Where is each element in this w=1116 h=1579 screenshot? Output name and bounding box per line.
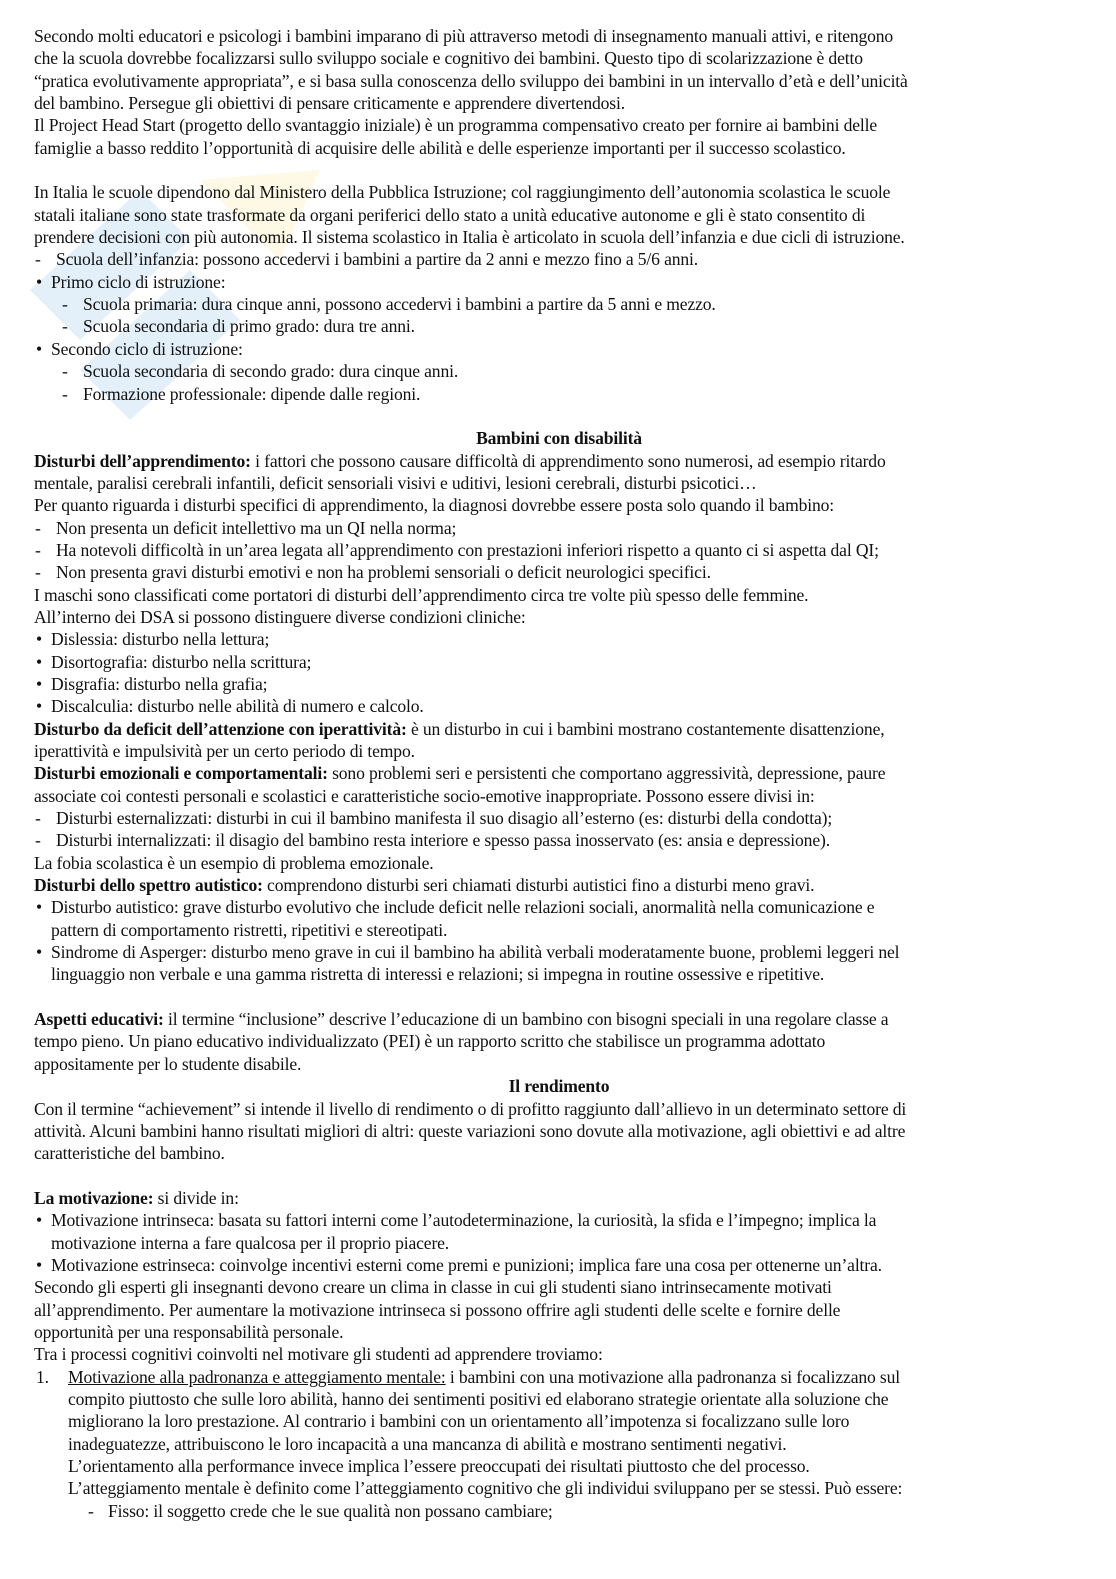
dash-icon: - (88, 1500, 94, 1521)
bullet-icon: • (36, 651, 43, 672)
line-text: Formazione professionale: dipende dalle regioni. (83, 383, 421, 404)
text-line (34, 1120, 1084, 1142)
line-text: Disgrafia: disturbo nella grafia; (51, 673, 268, 694)
text-line (34, 137, 1084, 159)
line-text: Scuola dell’infanzia: possono accedervi i bambini a partire da 2 anni e mezzo fino a 5/6 anni. (56, 249, 699, 270)
dash-icon: - (35, 830, 41, 851)
text-line (34, 651, 1084, 673)
line-text: Disortografia: disturbo nella scrittura; (51, 651, 312, 672)
text-line (34, 25, 1084, 47)
line-text: che la scuola dovrebbe focalizzarsi sullo sviluppo sociale e cognitivo dei bambini. Questo tipo di scolarizzazione è detto (34, 48, 863, 69)
bullet-icon: • (36, 696, 43, 717)
line-text: Non presenta gravi disturbi emotivi e non ha problemi sensoriali o deficit neurologici specifici. (56, 562, 711, 583)
text-line (34, 1455, 1084, 1477)
dash-icon: - (62, 316, 68, 337)
text-line (34, 383, 1084, 405)
bullet-icon: • (36, 629, 43, 650)
text-line (34, 472, 1084, 494)
line-text: L’orientamento alla performance invece implica l’essere preoccupati dei risultati piuttosto che del processo. (68, 1456, 810, 1476)
line-text: del bambino. Persegue gli obiettivi di pensare criticamente e apprendere divertendosi. (34, 93, 625, 114)
bullet-icon: • (36, 942, 43, 963)
line-text: pattern di comportamento ristretti, ripetitivi e stereotipati. (51, 919, 448, 940)
list-number: 1. (36, 1366, 49, 1387)
line-text: Secondo gli esperti gli insegnanti devono creare un clima in classe in cui gli studenti siano intrinsecamente motivati (34, 1277, 832, 1298)
line-text: il termine “inclusione” descrive l’educazione di un bambino con bisogni speciali in una regolare classe a (163, 1009, 889, 1030)
text-line (34, 226, 1084, 248)
text-line (34, 740, 1084, 762)
line-text: Fisso: il soggetto crede che le sue qualità non possano cambiare; (108, 1500, 553, 1521)
line-text: Motivazione estrinseca: coinvolge incentivi esterni come premi e punizioni; implica fare una cosa per ottenerne un’altra. (51, 1254, 882, 1275)
line-text: Secondo molti educatori e psicologi i bambini imparano di più attraverso metodi di insegnamento manuali attivi, e ritengono (34, 26, 894, 46)
bold-term: Disturbi dell’apprendimento: (34, 450, 251, 471)
text-line (34, 1477, 1084, 1499)
line-text: Tra i processi cognitivi coinvolti nel motivare gli studenti ad apprendere troviamo: (34, 1344, 603, 1365)
line-text: Primo ciclo di istruzione: (51, 271, 226, 292)
bullet-icon: • (36, 673, 43, 694)
line-text: linguaggio non verbale e una gamma ristretta di interessi e relazioni; si impegna in routine ossessive e ripetitive. (51, 964, 825, 985)
line-text: Scuola secondaria di primo grado: dura tre anni. (83, 316, 415, 337)
dash-icon: - (35, 808, 41, 829)
text-line (34, 248, 1084, 270)
text-line (34, 785, 1084, 807)
line-text: iperattività e impulsività per un certo periodo di tempo. (34, 741, 415, 761)
line-text: motivazione interna a fare qualcosa per il proprio piacere. (51, 1232, 450, 1253)
line-text: sono problemi seri e persistenti che comportano aggressività, depressione, paure (327, 763, 886, 784)
line-text: opportunità per una responsabilità personale. (34, 1321, 344, 1342)
text-line (34, 360, 1084, 382)
line-text: Non presenta un deficit intellettivo ma un QI nella norma; (56, 517, 457, 538)
text-line (34, 92, 1084, 114)
text-line (34, 695, 1084, 717)
line-text: Secondo ciclo di istruzione: (51, 338, 243, 359)
line-text: All’interno dei DSA si possono distinguere diverse condizioni cliniche: (34, 606, 526, 627)
line-text: appositamente per lo studente disabile. (34, 1053, 302, 1074)
line-text: Scuola primaria: dura cinque anni, possono accedervi i bambini a partire da 5 anni e mezzo. (83, 294, 716, 315)
bold-term: Disturbi dello spettro autistico: (34, 875, 263, 896)
text-line (34, 271, 1084, 293)
bullet-icon: • (36, 1254, 43, 1275)
text-line (34, 1410, 1084, 1432)
line-text: Per quanto riguarda i disturbi specifici di apprendimento, la diagnosi dovrebbe essere posta solo quando il bambino: (34, 495, 835, 516)
section-heading (34, 427, 1084, 449)
text-line (34, 1343, 1084, 1365)
line-text: i bambini con una motivazione alla padronanza si focalizzano sul (445, 1366, 901, 1387)
line-text: I maschi sono classificati come portatori di disturbi dell’apprendimento circa tre volte più spesso delle femmine. (34, 584, 809, 605)
text-line (34, 1008, 1084, 1030)
text-line (34, 539, 1084, 561)
text-line (34, 919, 1084, 941)
underlined-term: Motivazione alla padronanza e atteggiamento mentale: (68, 1366, 446, 1387)
dash-icon: - (35, 562, 41, 583)
line-text: statali italiane sono state trasformate da organi periferici dello stato a unità educative autonome e gli è stato consentito di (34, 204, 866, 225)
text-line (34, 450, 1084, 472)
dash-icon: - (35, 249, 41, 270)
blank-line (34, 405, 1084, 427)
line-text: Motivazione intrinseca: basata su fattori interni come l’autodeterminazione, la curiosità, la sfida e l’impegno; implica la (51, 1210, 877, 1231)
text-line (34, 1254, 1084, 1276)
line-text: Scuola secondaria di secondo grado: dura cinque anni. (83, 361, 459, 382)
text-line (34, 718, 1084, 740)
text-line (34, 628, 1084, 650)
dash-icon: - (62, 294, 68, 315)
line-text: migliorano la loro prestazione. Al contrario i bambini con un orientamento all’impotenza si focalizzano sulle loro (68, 1411, 850, 1432)
text-line (34, 941, 1084, 963)
line-text: all’apprendimento. Per aumentare la motivazione intrinseca si possono offrire agli studenti delle scelte e fornire delle (34, 1299, 841, 1320)
section-heading (34, 1075, 1084, 1097)
line-text: Il rendimento (508, 1076, 610, 1097)
text-line (34, 315, 1084, 337)
text-line (34, 1187, 1084, 1209)
text-line (34, 494, 1084, 516)
text-line (34, 1366, 1084, 1388)
text-line (34, 874, 1084, 896)
text-line (34, 1433, 1084, 1455)
bullet-icon: • (36, 897, 43, 918)
text-line (34, 1030, 1084, 1052)
line-text: mentale, paralisi cerebrali infantili, deficit sensoriali visivi e uditivi, lesioni cerebrali, disturbi psicotici… (34, 472, 757, 493)
text-line (34, 1053, 1084, 1075)
line-text: prendere decisioni con più autonomia. Il sistema scolastico in Italia è articolato in scuola dell’infanzia e due cicli di istruzione. (34, 227, 905, 248)
bullet-icon: • (36, 1210, 43, 1231)
line-text: Dislessia: disturbo nella lettura; (51, 629, 270, 650)
text-line (34, 181, 1084, 203)
document-page (34, 25, 1084, 1522)
text-line (34, 114, 1084, 136)
line-text: Discalculia: disturbo nelle abilità di numero e calcolo. (51, 696, 424, 717)
text-line (34, 1142, 1084, 1164)
dash-icon: - (35, 517, 41, 538)
text-line (34, 963, 1084, 985)
line-text: è un disturbo in cui i bambini mostrano costantemente disattenzione, (406, 718, 885, 739)
text-line (34, 584, 1084, 606)
line-text: famiglie a basso reddito l’opportunità di acquisire delle abilità e delle esperienze importanti per il successo scolastico. (34, 137, 846, 158)
text-line (34, 762, 1084, 784)
text-line (34, 204, 1084, 226)
text-line (34, 1321, 1084, 1343)
text-line (34, 561, 1084, 583)
dash-icon: - (62, 361, 68, 382)
text-line (34, 47, 1084, 69)
line-text: In Italia le scuole dipendono dal Ministero della Pubblica Istruzione; col raggiungimento dell’autonomia scolastica le scuole (34, 182, 891, 203)
bold-term: Disturbo da deficit dell’attenzione con iperattività: (34, 718, 407, 739)
line-text: Sindrome di Asperger: disturbo meno grave in cui il bambino ha abilità verbali moderatamente buone, problemi leggeri nel (51, 942, 900, 963)
text-line (34, 1098, 1084, 1120)
text-line (34, 673, 1084, 695)
line-text: i fattori che possono causare difficoltà di apprendimento sono numerosi, ad esempio ritardo (250, 450, 886, 471)
text-line (34, 606, 1084, 628)
bold-term: Aspetti educativi: (34, 1009, 164, 1030)
line-text: tempo pieno. Un piano educativo individualizzato (PEI) è un rapporto scritto che stabilisce un programma adottato (34, 1031, 826, 1052)
text-line (34, 829, 1084, 851)
line-text: si divide in: (153, 1187, 239, 1208)
text-line (34, 1388, 1084, 1410)
line-text: comprendono disturbi seri chiamati disturbi autistici fino a disturbi meno gravi. (262, 875, 815, 896)
text-line (34, 1276, 1084, 1298)
text-line (34, 1209, 1084, 1231)
line-text: Disturbi esternalizzati: disturbi in cui il bambino manifesta il suo disagio all’esterno (es: disturbi della condotta); (56, 808, 833, 829)
text-line (34, 1232, 1084, 1254)
text-line (34, 338, 1084, 360)
blank-line (34, 159, 1084, 181)
dash-icon: - (35, 539, 41, 560)
line-text: compito piuttosto che sulle loro abilità, hanno dei sentimenti positivi ed elaborano strategie orientate alla soluzione che (68, 1388, 889, 1409)
text-line (34, 807, 1084, 829)
bullet-icon: • (36, 271, 43, 292)
bullet-icon: • (36, 338, 43, 359)
line-text: “pratica evolutivamente appropriata”, e si basa sulla conoscenza dello sviluppo dei bambini in un intervallo d’età e dell’unicità (34, 70, 908, 91)
line-text: L’atteggiamento mentale è definito come l’atteggiamento cognitivo che gli individui sviluppano per se stessi. Può essere: (68, 1478, 903, 1499)
text-line (34, 896, 1084, 918)
line-text: caratteristiche del bambino. (34, 1143, 225, 1164)
text-line (34, 1500, 1084, 1522)
line-text: Il Project Head Start (progetto dello svantaggio iniziale) è un programma compensativo creato per fornire ai bambini delle (34, 115, 878, 136)
text-line (34, 517, 1084, 539)
text-line (34, 852, 1084, 874)
line-text: Disturbi internalizzati: il disagio del bambino resta interiore e spesso passa inosservato (es: ansia e depressione). (56, 830, 830, 851)
text-line (34, 70, 1084, 92)
text-line (34, 1299, 1084, 1321)
blank-line (34, 986, 1084, 1008)
line-text: La fobia scolastica è un esempio di problema emozionale. (34, 852, 434, 873)
line-text: inadeguatezze, attribuiscono le loro incapacità a una mancanza di abilità e mostrano sentimenti negativi. (68, 1433, 787, 1454)
line-text: attività. Alcuni bambini hanno risultati migliori di altri: queste variazioni sono dovute alla motivazione, agli obiettivi e ad altre (34, 1120, 906, 1141)
line-text: Disturbo autistico: grave disturbo evolutivo che include deficit nelle relazioni sociali, anormalità nella comunicazione e (51, 897, 875, 918)
bold-term: La motivazione: (34, 1187, 154, 1208)
line-text: associate coi contesti personali e scolastici e caratteristiche socio-emotive inappropriate. Possono essere divisi in: (34, 785, 815, 806)
bold-term: Disturbi emozionali e comportamentali: (34, 763, 328, 784)
line-text: Bambini con disabilità (476, 428, 642, 449)
blank-line (34, 1165, 1084, 1187)
line-text: Ha notevoli difficoltà in un’area legata all’apprendimento con prestazioni inferiori rispetto a quanto ci si aspetta dal QI; (56, 539, 879, 560)
text-line (34, 293, 1084, 315)
dash-icon: - (62, 383, 68, 404)
line-text: Con il termine “achievement” si intende il livello di rendimento o di profitto raggiunto dall’allievo in un determinato settore di (34, 1098, 907, 1119)
